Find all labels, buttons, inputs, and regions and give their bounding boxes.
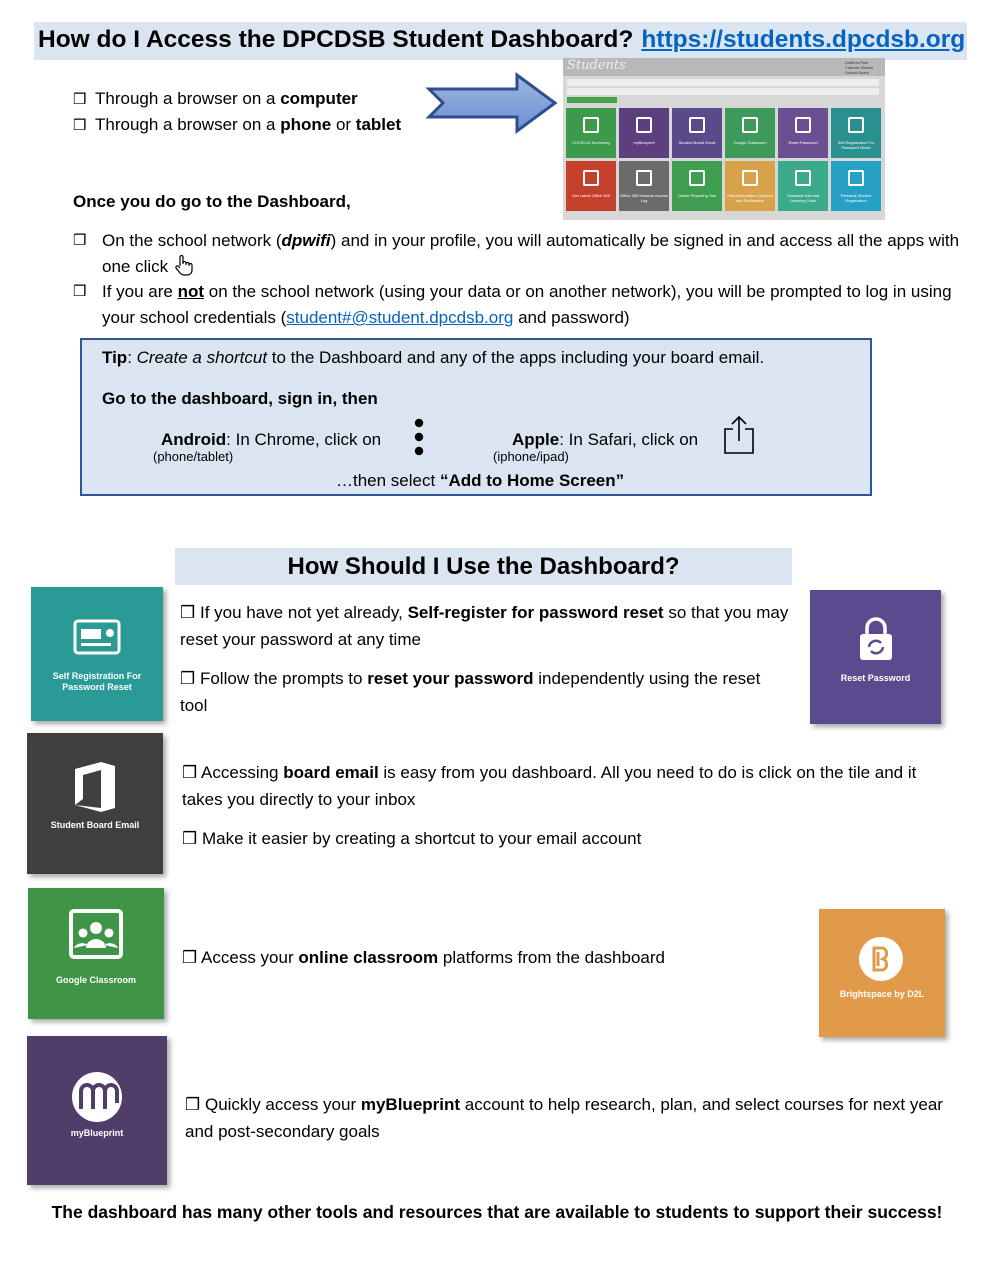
student-email-link[interactable]: student#@student.dpcdsb.org (286, 308, 514, 327)
checkbox-icon: ❒ (73, 91, 87, 108)
screenshot-brand: Students (567, 58, 626, 73)
google-classroom-tile[interactable]: Google Classroom (28, 888, 164, 1019)
page-header (34, 22, 967, 60)
screenshot-tile: Parent/Guardian Consent and Declaration (725, 161, 775, 211)
screenshot-tile: Office 365 Network Access Log (619, 161, 669, 211)
arrow-right-icon (425, 72, 560, 134)
screenshot-tile: Self Registration For Password Reset (831, 108, 881, 158)
section-title: How Should I Use the Dashboard? (175, 548, 792, 585)
screenshot-tile: Personal Student Registration (831, 161, 881, 211)
bullet-off-network: ❒ If you are not on the school network (using your data or on another network), you will be prompted to log in using your school credentials (student#@student.dpcdsb.org and password) (73, 279, 973, 331)
checkbox-icon: ❒ (73, 232, 87, 249)
screenshot-tile: Get Latest Office 365 (566, 161, 616, 211)
screenshot-tile: Student Board Email (672, 108, 722, 158)
screenshot-board-name: Dufferin-Peel Catholic District School Board (845, 60, 873, 75)
myblueprint-tile[interactable]: myBlueprint (27, 1036, 167, 1185)
screenshot-tile: Reset Password (778, 108, 828, 158)
checkbox-icon: ❒ (73, 117, 87, 134)
screenshot-tile: Guidance Ask and Learning Tools (778, 161, 828, 211)
tip-box: Tip: Create a shortcut to the Dashboard and any of the apps including your board email. Go to the dashboard, sign in, then Android: In Chrome, click on (phone/tablet) Apple: In Safari, click on (iphone/ipad) …then select “Add to Home Screen” (80, 338, 872, 496)
hand-pointer-icon (173, 254, 195, 276)
brightspace-icon (857, 935, 905, 983)
lock-reset-icon (857, 616, 895, 662)
once-heading: Once you do go to the Dashboard, (73, 192, 351, 211)
reset-password-tile[interactable]: Reset Password (810, 590, 941, 724)
share-icon (722, 415, 756, 455)
use-email-shortcut: ❒ Make it easier by creating a shortcut to your email account (182, 829, 642, 848)
screenshot-tile: myBlueprint (619, 108, 669, 158)
use-self-register: ❒ If you have not yet already, Self-register for password reset so that you may reset your password at any time (180, 603, 789, 649)
brightspace-tile[interactable]: Brightspace by D2L (819, 909, 945, 1037)
checkbox-icon: ❒ (73, 283, 87, 300)
access-method-phone: ❒ Through a browser on a phone or tablet (73, 112, 401, 139)
use-reset-password: ❒ Follow the prompts to reset your password independently using the reset tool (180, 669, 761, 715)
screenshot-tile: Online Reporting Tool (672, 161, 722, 211)
dashboard-url-link[interactable]: https://students.dpcdsb.org (641, 26, 966, 53)
use-myblueprint: ❒ Quickly access your myBlueprint account to help research, plan, and select courses for next year and post-secondary goals (185, 1095, 943, 1141)
myblueprint-icon (69, 1069, 125, 1125)
use-online-classroom: ❒ Access your online classroom platforms from the dashboard (182, 948, 665, 967)
access-method-computer: ❒ Through a browser on a computer (73, 86, 358, 113)
classroom-icon (68, 908, 124, 962)
dashboard-screenshot (563, 58, 885, 220)
more-vertical-icon (413, 418, 425, 456)
footer-note: The dashboard has many other tools and resources that are available to students to support their success! (51, 1202, 943, 1222)
use-board-email: ❒ Accessing board email is easy from you dashboard. All you need to do is click on the tile and it takes you directly to your inbox (182, 763, 917, 809)
screenshot-tile: Google Classroom (725, 108, 775, 158)
student-email-tile[interactable]: Student Board Email (27, 733, 163, 874)
office-icon (73, 761, 117, 813)
self-registration-tile[interactable]: Self Registration For Password Reset (31, 587, 163, 721)
page-title: How do I Access the DPCDSB Student Dashboard? https://students.dpcdsb.org (38, 26, 966, 53)
screenshot-tile: COVID-19 Screening (566, 108, 616, 158)
bullet-on-network: ❒ On the school network (dpwifi) and in your profile, you will automatically be signed in and access all the apps with one click (73, 228, 973, 280)
id-card-icon (73, 617, 123, 657)
